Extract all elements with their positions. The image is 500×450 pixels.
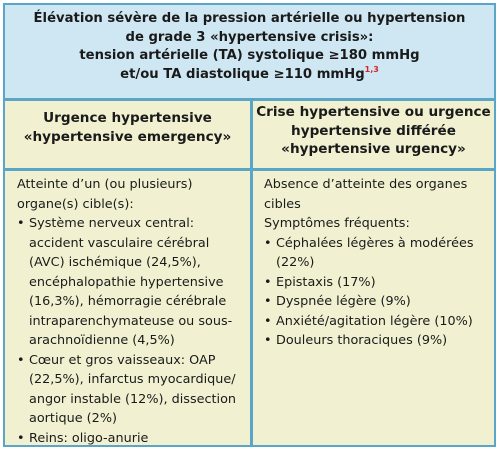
column-title-urgency (253, 101, 494, 168)
reference-superscript: 1,3 (364, 64, 379, 74)
intro-line: Atteinte d’un (ou plusieurs) (17, 177, 193, 192)
list-item-kidneys (17, 429, 246, 449)
list-item-line: arachnoïdienne (4,5%) (29, 333, 175, 348)
column-title-line: hypertensive différée (291, 122, 456, 139)
list-item-chest-pain (264, 331, 490, 351)
list-item-line: Dyspnée légère (9%) (276, 294, 411, 309)
column-title-line: «hypertensive emergency» (23, 128, 232, 145)
bullet-symbol: • (264, 333, 272, 348)
intro-line: cibles (264, 196, 301, 212)
intro-line: organe(s) cible(s): (17, 196, 134, 212)
list-item-line: angor instable (12%), dissection (29, 391, 237, 407)
column-title-emergency (5, 101, 250, 168)
list-item-line: Douleurs thoraciques (9%) (276, 333, 448, 348)
list-item-line: (22,5%), infarctus myocardique/ (29, 372, 236, 387)
list-item-heart (17, 351, 246, 429)
intro-line: Absence d’atteinte des organes (264, 177, 468, 192)
list-item-line: Epistaxis (17%) (276, 274, 376, 290)
list-item-line: (22%) (276, 255, 315, 270)
list-item-line: Système nerveux central: (29, 216, 195, 231)
list-item-line: intraparenchymateuse ou sous- (29, 313, 233, 329)
symptom-list (264, 234, 490, 351)
list-item-line: (AVC) ischémique (24,5%), (29, 255, 201, 270)
list-item-line: Reins: oligo-anurie (29, 430, 149, 446)
bullet-symbol: • (17, 430, 25, 446)
bullet-symbol: • (264, 235, 272, 251)
header-line-2: de grade 3 «hypertensive crisis»: (125, 29, 374, 45)
list-item-line: accident vasculaire cérébral (29, 235, 210, 251)
column-body-emergency (5, 171, 250, 445)
column-title-line: Crise hypertensive ou urgence (256, 104, 491, 120)
list-item-nervous-system (17, 214, 246, 351)
list-item-headache (264, 234, 490, 273)
bullet-symbol: • (264, 313, 272, 329)
column-title-line: Urgence hypertensive (43, 110, 212, 126)
bullet-symbol: • (264, 294, 272, 309)
bullet-symbol: • (17, 216, 25, 231)
hypertension-table (3, 3, 496, 447)
header-line-1: Élévation sévère de la pression artérielle ou hypertension (33, 11, 466, 26)
header-line-4 (5, 66, 494, 85)
list-item-line: (16,3%), hémorragie cérébrale (29, 294, 227, 309)
bullet-symbol: • (264, 274, 272, 290)
list-item-line: encéphalopathie hypertensive (29, 274, 224, 290)
intro-line: Symptômes fréquents: (264, 216, 410, 231)
column-title-line: «hypertensive urgency» (281, 141, 466, 157)
list-item-line: aortique (2%) (29, 411, 117, 426)
header-line-4-text: et/ou TA diastolique ≥110 mmHg (120, 66, 365, 82)
header-line-3: tension artérielle (TA) systolique ≥180 mmHg (79, 48, 420, 63)
organ-list (17, 214, 246, 448)
list-item-dyspnea (264, 292, 490, 312)
list-item-line: Céphalées légères à modérées (276, 235, 474, 251)
bullet-symbol: • (17, 352, 25, 368)
list-item-line: Anxiété/agitation légère (10%) (276, 313, 473, 329)
list-item-epistaxis (264, 273, 490, 293)
table-header (5, 5, 494, 98)
column-body-urgency (253, 171, 494, 445)
list-item-anxiety (264, 312, 490, 332)
list-item-line: Cœur et gros vaisseaux: OAP (29, 352, 216, 368)
